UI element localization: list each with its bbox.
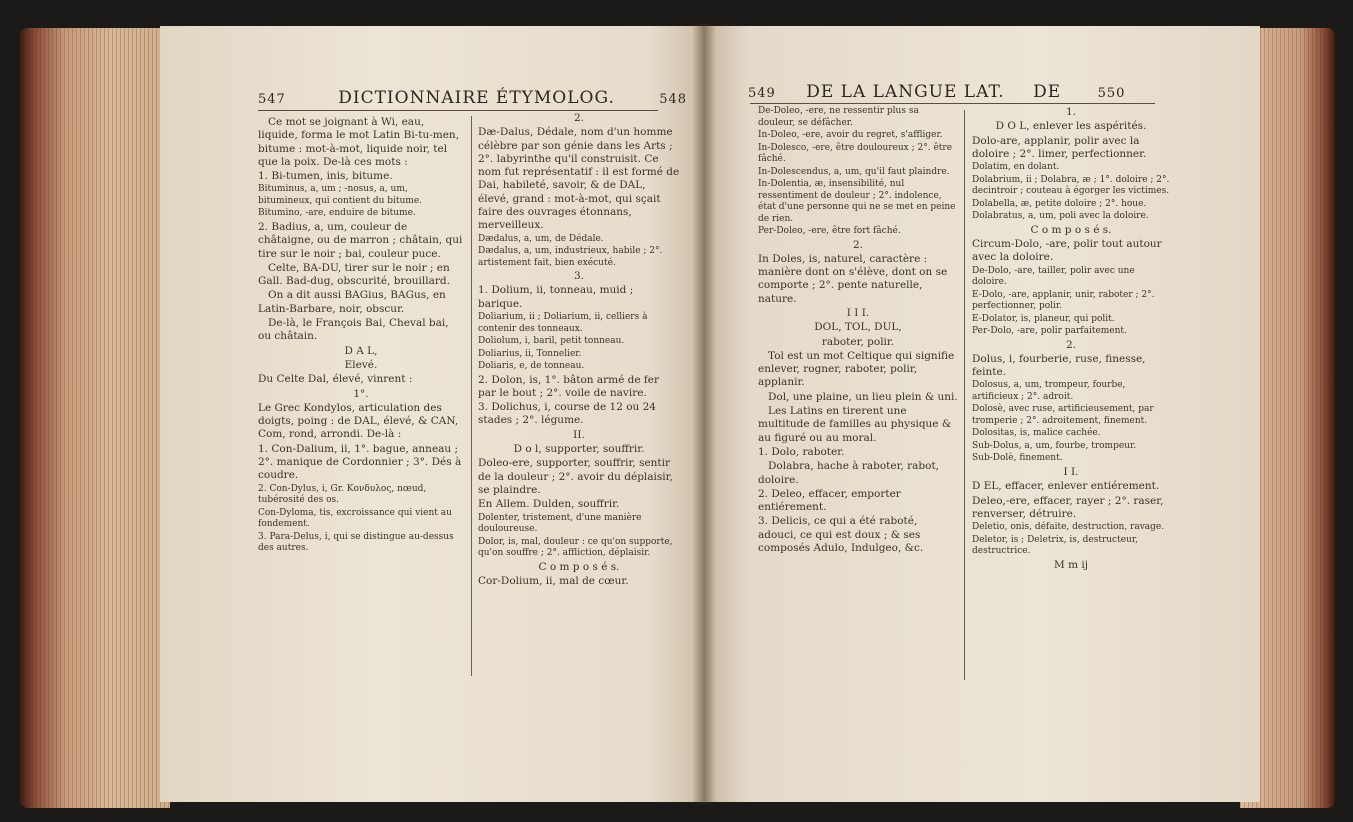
section-heading: C o m p o s é s. <box>538 560 620 573</box>
entry-text: Dol, une plaine, un lieu plein & uni. <box>768 390 958 403</box>
section-heading: 2. <box>573 112 585 124</box>
entry-text: Per-Doleo, -ere, être fort fâché. <box>758 226 901 236</box>
entry-text: En Allem. Dulden, souffrir. <box>478 498 620 511</box>
running-title: DE LA LANGUE LAT. <box>806 82 1005 102</box>
entry-text: Deleo,-ere, effacer, rayer ; 2°. raser, renverser, détruire. <box>972 494 1164 520</box>
section-heading: 3. <box>573 270 585 283</box>
entry-text: Du Celte Dal, élevé, vinrent : <box>258 373 413 386</box>
entry-text: Dolosus, a, um, trompeur, fourbe, artificieux ; 2°. adroit. <box>972 380 1126 402</box>
left-page-column-2 <box>478 112 680 589</box>
entry-text: 2. Dolon, is, 1°. bâton armé de fer par le bout ; 2°. voile de navire. <box>478 373 660 399</box>
entry-text: Doleo-ere, supporter, souffrir, sentir de la douleur ; 2°. avoir du déplaisir, se plaindre. <box>478 457 673 496</box>
entry-text: De-là, le François Bai, Cheval bai, ou châtain. <box>258 317 449 343</box>
right-page-header <box>748 82 1125 102</box>
entry-text: Bituminus, a, um ; -nosus, a, um, bitumineux, qui contient du bitume. <box>258 184 423 206</box>
entry-text: 1. Con-Dalium, ii, 1°. bague, anneau ; 2°. manique de Cordonnier ; 3°. Dés à coudre. <box>258 442 462 482</box>
entry-text: Doliarium, ii ; Doliarium, ii, celliers à contenir des tonneaux. <box>478 312 648 334</box>
entry-text: Dolor, is, mal, douleur : ce qu'on supporte, qu'on souffre ; 2°. affliction, déplaisir. <box>478 536 673 559</box>
section-heading: I I. <box>1063 465 1079 478</box>
entry-text: Deletor, is ; Deletrix, is, destructeur, destructrice. <box>972 534 1139 557</box>
section-heading: 1. <box>1065 106 1077 118</box>
entry-text: Celte, BA-DU, tirer sur le noir ; en Gall. Bad-dug, obscurité, brouillard. <box>258 261 450 288</box>
entry-text: Dolabella, æ, petite doloire ; 2°. houe. <box>972 198 1147 209</box>
entry-text: Doliolum, i, baril, petit tonneau. <box>478 336 625 347</box>
header-rule <box>258 110 658 111</box>
section-heading: 1°. <box>353 387 369 400</box>
section-heading: II. <box>573 428 585 441</box>
entry-text: Dolabra, hache à raboter, rabot, doloire. <box>758 460 940 486</box>
page-number: 547 <box>258 92 286 107</box>
header-abbr: DE <box>1033 82 1062 102</box>
section-heading: C o m p o s é s. <box>1030 223 1112 236</box>
right-page-column-1 <box>758 106 958 556</box>
entry-text: Dædalus, a, um, de Dédale. <box>478 233 604 244</box>
entry-text: Dæ-Dalus, Dédale, nom d'un homme célèbre par son génie dans les Arts ; 2°. labyrinthe qu'il construisit. Ce nom fut représentatif : il est formé de Dai, habileté, savoir, & de DAL, élevé, grand : mot-à-mot, qui sçait faire des ouvrages étonnans, merveilleux. <box>478 126 680 232</box>
section-heading: D O L, enlever les aspérités. <box>995 120 1147 133</box>
entry-text: Dolosè, avec ruse, artificieusement, par tromperie ; 2°. adroitement, finement. <box>972 404 1154 426</box>
entry-text: E-Dolator, is, planeur, qui polit. <box>972 313 1115 324</box>
entry-text: Tol est un mot Celtique qui signifie enlever, rogner, raboter, polir, applanir. <box>758 349 955 389</box>
column-rule <box>471 116 472 676</box>
column-rule <box>964 110 965 680</box>
entry-text: Per-Dolo, -are, polir parfaitement. <box>972 326 1127 337</box>
page-number: 549 <box>748 86 776 101</box>
entry-text: 2. Con-Dylus, i, Gr. Κονδυλος, nœud, tubérosité des os. <box>258 483 427 506</box>
entry-text: Con-Dyloma, tis, excroissance qui vient au fondement. <box>258 507 452 530</box>
section-heading: 2. <box>1065 338 1077 351</box>
entry-text: Dædalus, a, um, industrieux, habile ; 2°. artistement fait, bien exécuté. <box>478 246 663 268</box>
entry-text: Sub-Dolus, a, um, fourbe, trompeur. <box>972 440 1137 451</box>
header-rule <box>750 103 1155 104</box>
entry-text: 1. Bi-tumen, inis, bitume. <box>258 170 393 183</box>
entry-text: In-Doleo, -ere, avoir du regret, s'affliger. <box>758 130 943 140</box>
entry-text: Ce mot se joignant à Wi, eau, liquide, forma le mot Latin Bi-tu-men, bitume : mot-à-mot, liquide noir, tel que la poix. De-là ces mots : <box>258 116 460 168</box>
entry-text: 2. Deleo, effacer, emporter entiérement. <box>758 487 901 514</box>
entry-text: D EL, effacer, enlever entiérement. <box>972 480 1160 493</box>
entry-text: 1. Dolo, raboter. <box>758 445 845 458</box>
entry-text: Dolabratus, a, um, poli avec la doloire. <box>972 211 1149 222</box>
entry-text: In Doles, is, naturel, caractère : manière dont on s'élève, dont on se comporte ; 2°. pente naturelle, nature. <box>758 252 948 305</box>
page-number: 548 <box>659 92 688 107</box>
entry-text: In-Dolentia, æ, insensibilité, nul ressentiment de douleur ; 2°. indolence, état d'une personne qui ne se met en peine de rien. <box>758 179 956 224</box>
entry-text: In-Dolesco, -ere, être douloureux ; 2°. être fâché. <box>758 142 953 164</box>
section-heading: DOL, TOL, DUL, <box>814 321 902 334</box>
entry-text: Doliarius, ii, Tonnelier. <box>478 348 582 359</box>
left-page-column-1 <box>258 116 464 556</box>
entry-text: 3. Dolichus, i, course de 12 ou 24 stades ; 2°. légume. <box>478 401 656 427</box>
right-page-column-2 <box>972 106 1170 573</box>
section-heading: 2. <box>852 238 864 251</box>
entry-text: On a dit aussi BAGius, BAGus, en Latin-Barbare, noir, obscur. <box>258 289 446 315</box>
section-heading: Elevé. <box>344 358 378 371</box>
entry-text: Le Grec Kondylos, articulation des doigts, poing : de DAL, élevé, & CAN, Com, rond, arrondi. De-là : <box>258 401 459 441</box>
page-number: 550 <box>1097 86 1126 101</box>
section-heading: D A L, <box>344 344 378 357</box>
entry-text: Doliaris, e, de tonneau. <box>478 361 585 372</box>
entry-text: Sub-Dolè, finement. <box>972 453 1063 464</box>
entry-text: 3. Para-Delus, i, qui se distingue au-dessus des autres. <box>258 531 454 554</box>
entry-text: Dolositas, is, malice cachée. <box>972 428 1101 439</box>
entry-text: 1. Dolium, ii, tonneau, muid ; barique. <box>478 284 634 310</box>
entry-text: De-Dolo, -are, tailler, polir avec une doloire. <box>972 265 1135 288</box>
entry-text: Dolenter, tristement, d'une manière douloureuse. <box>478 512 642 535</box>
entry-text: Dolabrium, ii ; Dolabra, æ ; 1°. doloire ; 2°. decintroir ; couteau à égorger les victimes. <box>972 174 1170 197</box>
entry-text: Les Latins en tirerent une multitude de familles au physique & au figuré ou au moral. <box>758 405 952 444</box>
entry-text: Dolatim, en dolant. <box>972 162 1060 173</box>
entry-text: Bitumino, -are, enduire de bitume. <box>258 208 416 219</box>
entry-text: Dolo-are, applanir, polir avec la doloire ; 2°. limer, perfectionner. <box>972 134 1147 160</box>
section-heading: I I I. <box>846 306 870 319</box>
page-edges-left <box>20 28 170 808</box>
book-gutter <box>692 24 716 804</box>
entry-text: In-Dolescendus, a, um, qu'il faut plaindre. <box>758 166 950 177</box>
entry-text: 3. Delicis, ce qui a été raboté, adouci, ce qui est doux ; & ses composés Adulo, Indulgeo, &c. <box>758 515 924 555</box>
section-heading: raboter, polir. <box>821 335 895 348</box>
running-title: DICTIONNAIRE ÉTYMOLOG. <box>338 88 615 108</box>
entry-text: E-Dolo, -are, applanir, unir, raboter ; 2°. perfectionner, polir. <box>972 289 1155 312</box>
entry-text: Deletio, onis, défaite, destruction, ravage. <box>972 522 1165 533</box>
entry-text: Circum-Dolo, -are, polir tout autour avec la doloire. <box>972 237 1162 264</box>
left-page-header <box>258 88 687 108</box>
entry-text: De-Doleo, -ere, ne ressentir plus sa douleur, se défâcher. <box>758 106 919 128</box>
entry-text: 2. Badius, a, um, couleur de châtaigne, ou de marron ; châtain, qui tire sur le noir ; bai, couleur puce. <box>258 220 463 260</box>
entry-text: Dolus, i, fourberie, ruse, finesse, feinte. <box>972 352 1146 379</box>
section-heading: M m ij <box>1054 558 1088 571</box>
entry-text: Cor-Dolium, ii, mal de cœur. <box>478 574 629 587</box>
section-heading: D o l, supporter, souffrir. <box>513 443 645 456</box>
